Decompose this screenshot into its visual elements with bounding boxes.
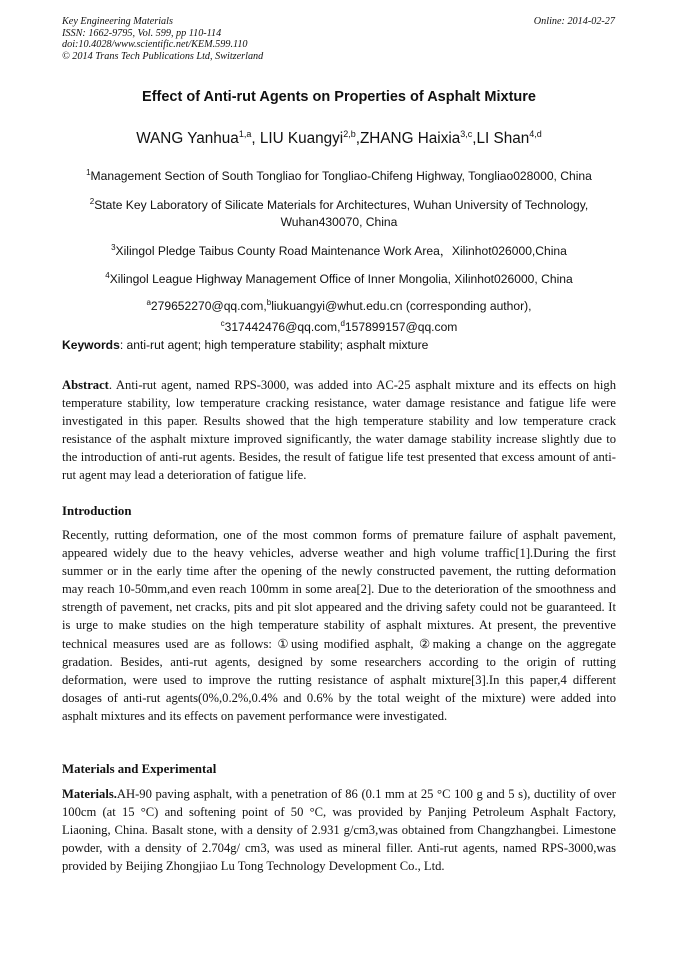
keywords-label: Keywords xyxy=(62,338,120,352)
abstract-label: Abstract xyxy=(62,378,109,392)
author-sup: 2,b xyxy=(343,129,356,139)
email-link[interactable]: liukuangyi@whut.edu.cn (corresponding author), xyxy=(271,298,532,313)
author-sep: , xyxy=(251,130,260,148)
email-link[interactable]: 317442476@qq.com, xyxy=(224,320,341,335)
materials-paragraph xyxy=(62,785,616,875)
affiliation xyxy=(62,239,616,261)
author-list xyxy=(0,129,678,148)
author-sep: , xyxy=(472,130,477,148)
email-sup: b xyxy=(266,297,272,307)
author-name: ZHANG Haixia xyxy=(359,130,461,148)
materials-text: AH-90 paving asphalt, with a penetration of 86 (0.1 mm at 25 °C 100 g and 5 s), ductility of over 100cm (at 15 °C) and softening point of 50 °C, was provided by Panjing Petroleum Asphalt Factory, Liaoning, China. Basalt stone, with a density of 2.931 g/cm3,was obtained from Changzhangbei. Limestone powder, with a density of 2.704g/ cm3, was used as mineral filler. Anti-rut agents, named RPS-3000,was provided by Beijing Zhongjiao Lu Tong Technology Development Co., Ltd. xyxy=(62,787,616,874)
email-sup: c xyxy=(220,319,225,329)
affiliation-text: Xilingol League Highway Management Office of Inner Mongolia, Xilinhot026000, China xyxy=(109,272,573,287)
affiliation-text: Xilingol Pledge Taibus County Road Maintenance Work Area，Xilinhot026000,China xyxy=(115,243,567,258)
email-link[interactable]: 157899157@qq.com xyxy=(344,320,458,335)
affiliations xyxy=(62,164,616,344)
author-sup: 4,d xyxy=(529,129,542,139)
affiliation-sup: 3 xyxy=(111,242,116,252)
journal-copyright: © 2014 Trans Tech Publications Ltd, Switzerland xyxy=(62,50,264,62)
section-heading-materials: Materials and Experimental xyxy=(62,762,217,776)
affiliation xyxy=(62,193,616,232)
email-link[interactable]: 279652270@qq.com, xyxy=(150,298,267,313)
abstract xyxy=(62,376,616,485)
affiliation-text: State Key Laboratory of Silicate Materials for Architectures, Wuhan University of Technology, Wuhan430070, China xyxy=(94,197,589,230)
online-date: Online: 2014-02-27 xyxy=(533,16,615,27)
affiliation-sup: 1 xyxy=(86,168,91,177)
journal-doi: doi:10.4028/www.scientific.net/KEM.599.110 xyxy=(62,39,248,51)
paper-title: Effect of Anti-rut Agents on Properties of Asphalt Mixture xyxy=(142,89,536,105)
section-heading-introduction: Introduction xyxy=(62,504,132,518)
journal-name: Key Engineering Materials xyxy=(62,16,173,27)
email-sup: a xyxy=(146,297,151,307)
author-sup: 1,a xyxy=(238,129,252,139)
affiliation-text: Management Section of South Tongliao for Tongliao-Chifeng Highway, Tongliao028000, China xyxy=(90,169,592,184)
keywords-text: : anti-rut agent; high temperature stability; asphalt mixture xyxy=(119,338,429,352)
keywords xyxy=(62,338,616,352)
affiliation xyxy=(62,164,616,186)
author-sep: , xyxy=(355,130,360,148)
affiliation-sup: 4 xyxy=(105,271,110,281)
journal-issn: ISSN: 1662-9795, Vol. 599, pp 110-114 xyxy=(62,27,222,39)
author-name: WANG Yanhua xyxy=(136,130,239,148)
email-sup: d xyxy=(340,319,345,329)
abstract-text: . Anti-rut agent, named RPS-3000, was added into AC-25 asphalt mixture and its effects on high temperature stability, low temperature cracking resistance, water damage resistance and fatigue life were investigated in this paper. Results showed that the high temperature stability and low temperature crack resistance of the asphalt mixture improved significantly, the water damage stability increase slightly due to the introduction of anti-rut agents. Besides, the result of fatigue life test presented that excess amount of anti-rut agent may lead a deterioration of fatigue life. xyxy=(62,378,616,483)
introduction-text: Recently, rutting deformation, one of the most common forms of premature failure of asphalt pavement, appeared widely due to the heavy vehicles, adverse weather and high volume traffic[1].During the first summer or in the early time after the opening of the newly constructed pavement, the rutting deformation may reach 10-50mm,and even reach 100mm in some area[2]. Due to the deterioration of the smoothness and strength of pavement, net cracks, pits and pit slot appeared and the driving safety could not be guaranteed. It is urge to make studies on the high temperature stability of asphalt mixtures. At present, the preventive technical measures used are as follows: ①using modified asphalt, ②making a change on the aggregate gradation. Besides, anti-rut agents, designed by some researchers according to the origin of rutting deformation, were used to improve the rutting resistance of asphalt mixture[3].In this paper,4 different dosages of anti-rut agents(0%,0.2%,0.4% and 0.6% by the total weight of the mixture) were added into asphalt mixtures and its effects on pavement performance were investigated. xyxy=(62,528,616,723)
journal-header xyxy=(62,16,263,62)
affiliation xyxy=(62,267,616,289)
email-list xyxy=(62,294,616,337)
materials-label: Materials. xyxy=(62,787,117,801)
affiliation-sup: 2 xyxy=(89,196,95,206)
author-sup: 3,c xyxy=(460,129,473,139)
author-name: LIU Kuangyi xyxy=(259,130,344,148)
author-name: LI Shan xyxy=(476,130,530,148)
